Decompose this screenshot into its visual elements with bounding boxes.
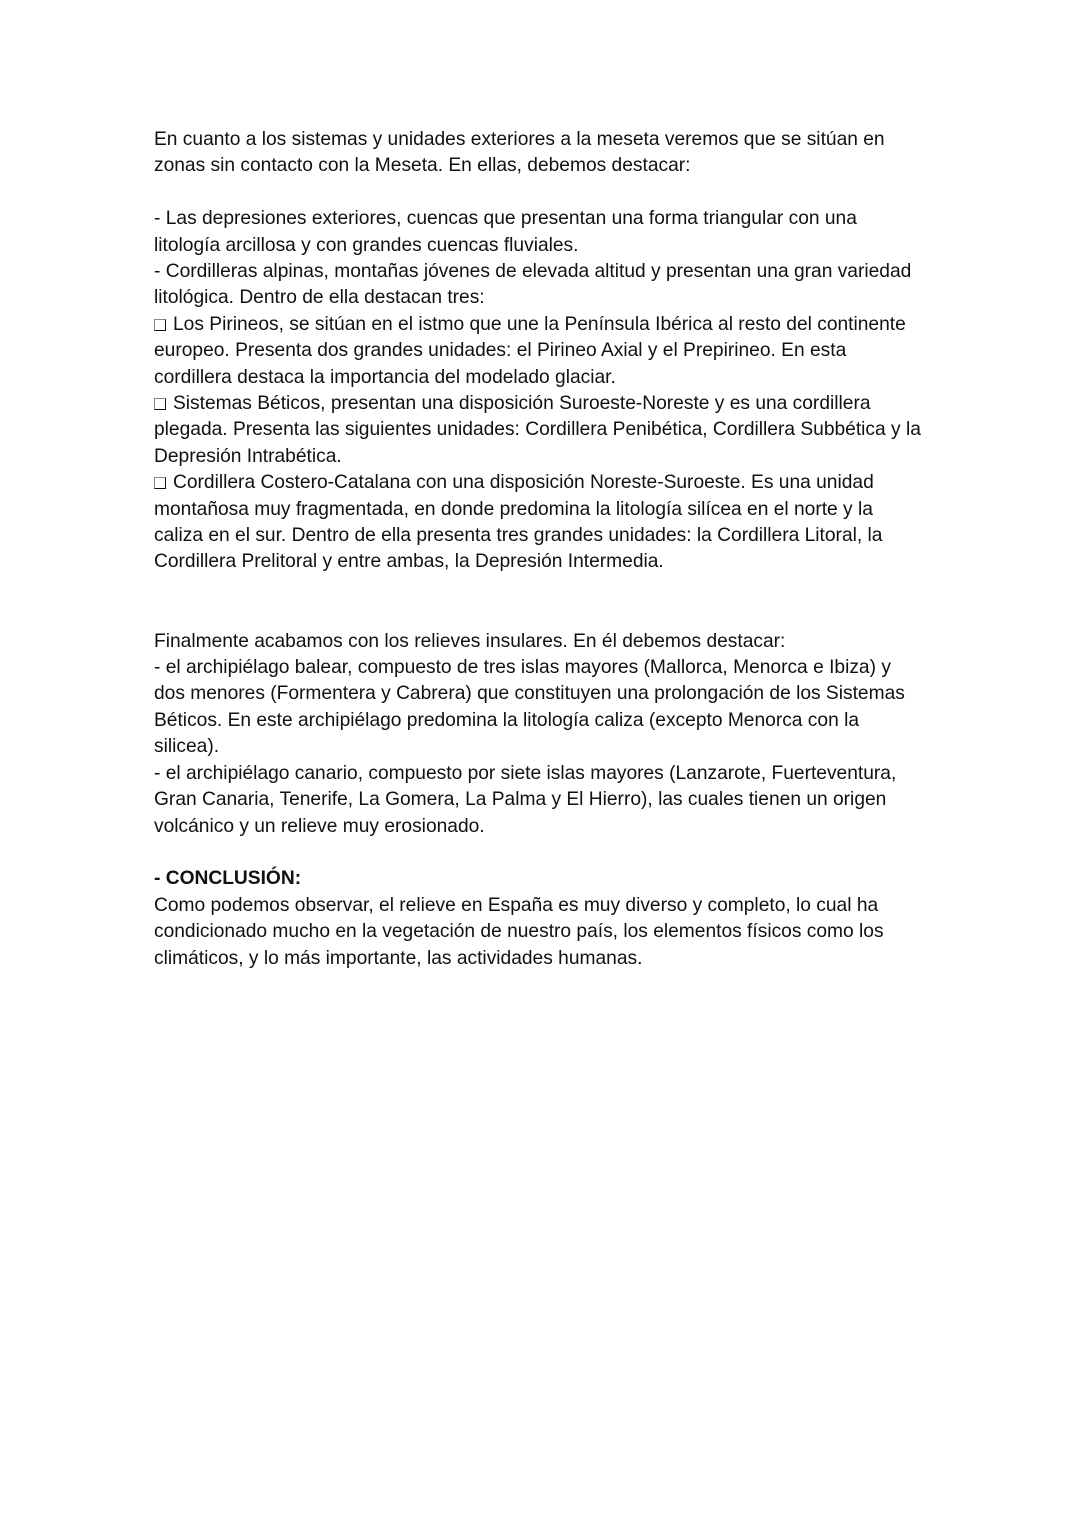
text-line: climáticos, y lo más importante, las actividades humanas. [154,947,643,969]
text-line: europeo. Presenta dos grandes unidades: el Pirineo Axial y el Prepirineo. En esta [154,340,847,362]
text-line: - el archipiélago canario, compuesto por siete islas mayores (Lanzarote, Fuerteventura, [154,762,897,784]
text-line: En cuanto a los sistemas y unidades exteriores a la meseta veremos que se sitúan en [154,129,885,150]
section-heading-conclusion: - CONCLUSIÓN: [154,868,302,890]
document-page [154,127,964,972]
checkbox-bullet-icon [154,398,166,410]
text-line: volcánico y un relieve muy erosionado. [154,815,485,837]
text-line: Depresión Intrabética. [154,445,342,467]
text-line: cordillera destaca la importancia del modelado glaciar. [154,366,616,388]
text-line: condicionado mucho en la vegetación de nuestro país, los elementos físicos como los [154,921,884,943]
text-line: dos menores (Formentera y Cabrera) que constituyen una prolongación de los Sistemas [154,683,905,705]
text-line: Béticos. En este archipiélago predomina la litología caliza (excepto Menorca con la [154,709,860,731]
text-line: montañosa muy fragmentada, en donde predomina la litología silícea en el norte y la [154,498,873,520]
text-line: - Cordilleras alpinas, montañas jóvenes de elevada altitud y presentan una gran variedad [154,261,912,283]
blank-line [154,180,964,206]
text-line: Finalmente acabamos con los relieves insulares. En él debemos destacar: [154,630,786,652]
text-line: Gran Canaria, Tenerife, La Gomera, La Palma y El Hierro), las cuales tienen un origen [154,789,887,811]
paragraph-intro [154,127,964,180]
text-line: litológica. Dentro de ella destacan tres: [154,287,485,309]
text-line: zonas sin contacto con la Meseta. En ellas, debemos destacar: [154,155,691,177]
paragraph-insular-reliefs [154,629,964,840]
text-line: plegada. Presenta las siguientes unidades: Cordillera Penibética, Cordillera Subbética y la [154,419,921,441]
list-item-sistemas-beticos [154,391,964,470]
paragraph-conclusion [154,866,964,972]
text-line: caliza en el sur. Dentro de ella presenta tres grandes unidades: la Cordillera Litoral, la [154,525,883,547]
text-line: litología arcillosa y con grandes cuencas fluviales. [154,234,579,256]
text-line: - Las depresiones exteriores, cuencas que presentan una forma triangular con una [154,208,857,230]
text-line: - el archipiélago balear, compuesto de tres islas mayores (Mallorca, Menorca e Ibiza) y [154,657,891,679]
list-item-text: Los Pirineos, se sitúan en el istmo que une la Península Ibérica al resto del continente [173,313,906,335]
list-item-text: Sistemas Béticos, presentan una disposición Suroeste-Noreste y es una cordillera [173,393,871,415]
paragraph-exterior-units [154,206,964,576]
blank-line [154,840,964,866]
blank-line [154,576,964,602]
text-line: Cordillera Prelitoral y entre ambas, la Depresión Intermedia. [154,551,664,573]
blank-line [154,602,964,628]
list-item-text: Cordillera Costero-Catalana con una disposición Noreste-Suroeste. Es una unidad [173,472,874,494]
checkbox-bullet-icon [154,477,166,489]
list-item-pirineos [154,312,964,391]
checkbox-bullet-icon [154,319,166,331]
text-line: Como podemos observar, el relieve en España es muy diverso y completo, lo cual ha [154,894,879,916]
list-item-costero-catalana [154,470,964,576]
text-line: silicea). [154,736,220,758]
